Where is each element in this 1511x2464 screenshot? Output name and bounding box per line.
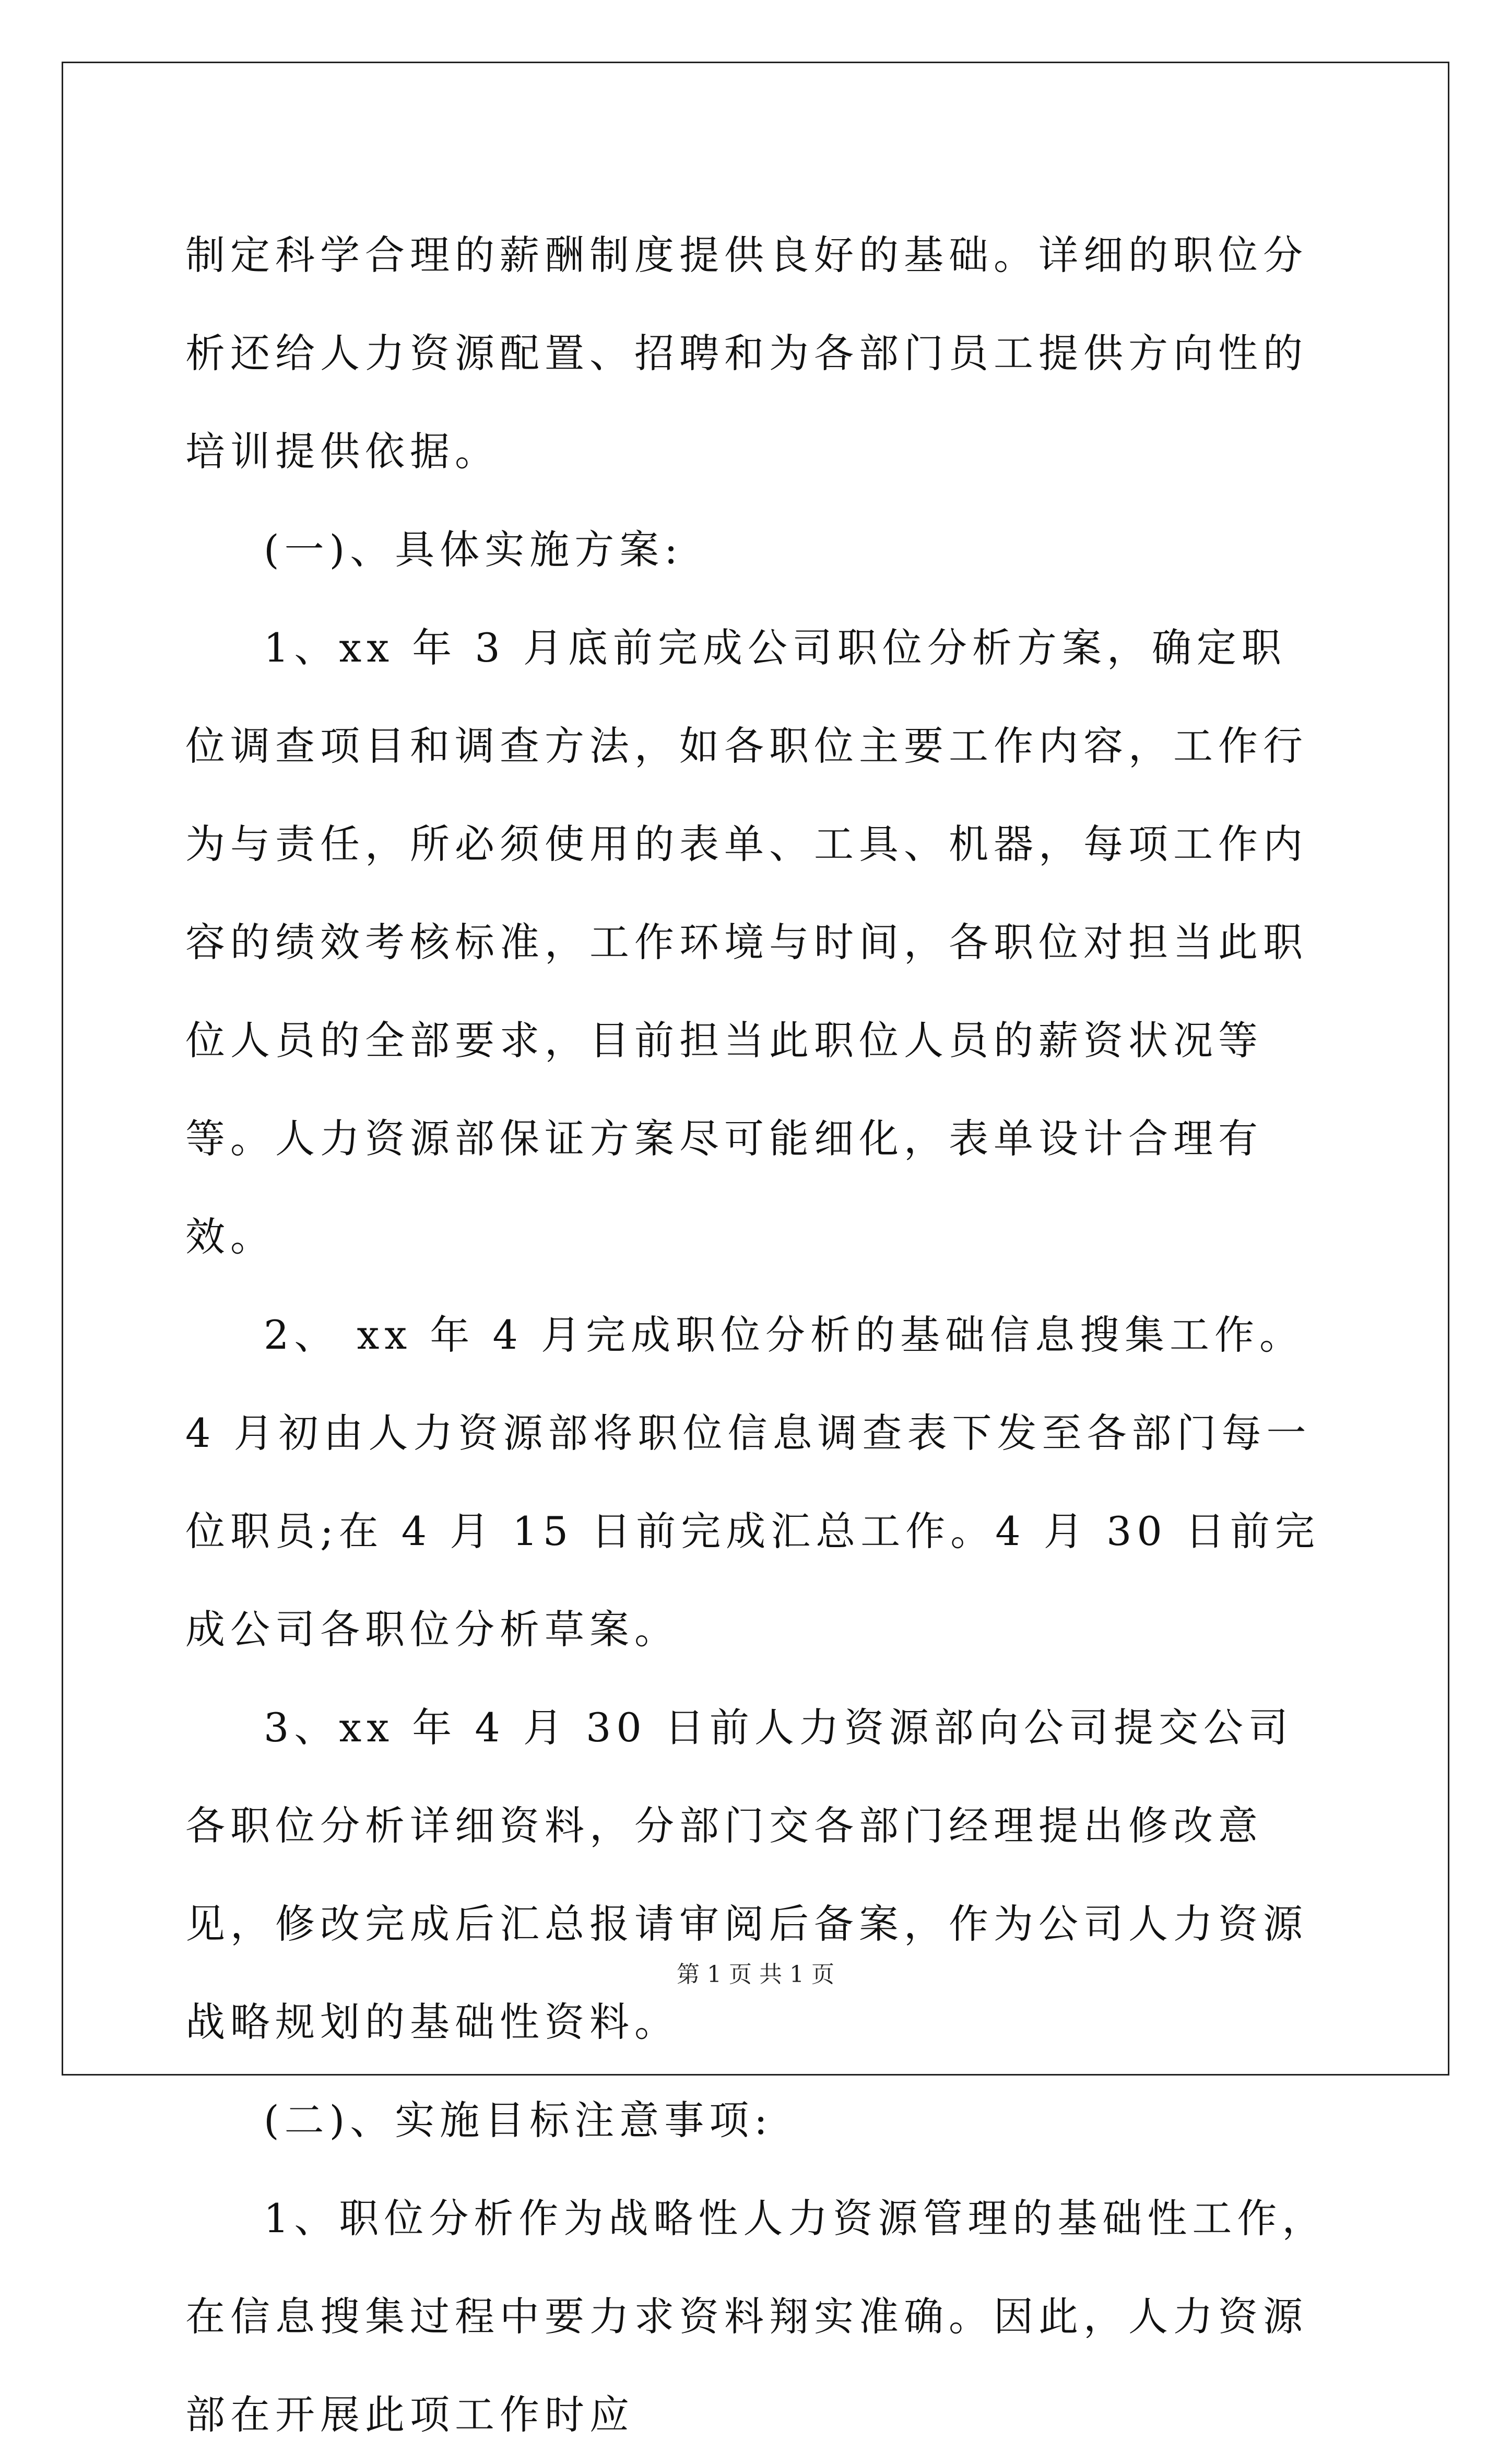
- document-body: [185, 206, 1329, 2464]
- paragraph-2-heading: (一)、具体实施方案:: [264, 526, 683, 573]
- paragraph-3: 1、xx 年 3 月底前完成公司职位分析方案，确定职位调查项目和调查方法，如各职位主要工作内容，工作行为与责任，所必须使用的表单、工具、机器，每项工作内容的绩效考核标准，工作环境与时间，各职位对担当此职位人员的全部要求，目前担当此职位人员的薪资状况等等。人力资源部保证方案尽可能细化，表单设计合理有效。: [185, 624, 1308, 1260]
- paragraph-1: 制定科学合理的薪酬制度提供良好的基础。详细的职位分析还给人力资源配置、招聘和为各部门员工提供方向性的培训提供依据。: [185, 232, 1308, 475]
- page-footer: 第 1 页 共 1 页: [677, 1961, 834, 1988]
- paragraph-7: 1、职位分析作为战略性人力资源管理的基础性工作，在信息搜集过程中要力求资料翔实准确。因此，人力资源部在开展此项工作时应: [185, 2195, 1327, 2438]
- paragraph-6-heading: (二)、实施目标注意事项:: [264, 2097, 773, 2143]
- paragraph-5: 3、xx 年 4 月 30 日前人力资源部向公司提交公司各职位分析详细资料，分部门交各部门经理提出修改意见，修改完成后汇总报请审阅后备案，作为公司人力资源战略规划的基础性资料。: [185, 1704, 1308, 2045]
- paragraph-4: 2、 xx 年 4 月完成职位分析的基础信息搜集工作。4 月初由人力资源部将职位信息调查表下发至各部门每一位职员;在 4 月 15 日前完成汇总工作。4 月 30 日前完成公司各职位分析草案。: [185, 1312, 1320, 1653]
